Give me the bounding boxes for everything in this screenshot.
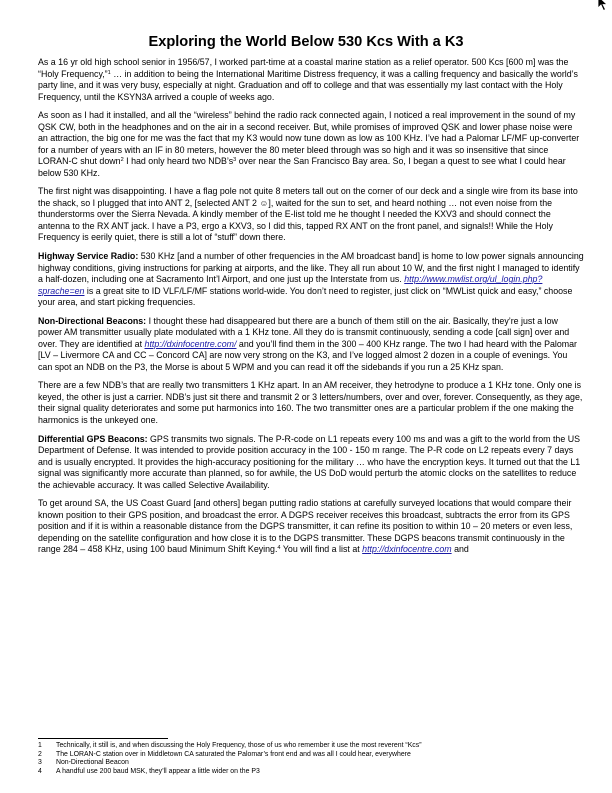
footnote-item: [38, 742, 584, 751]
paragraph-intro: As a 16 yr old high school senior in 1956/57, I worked part-time at a coastal marine station as a relief operator. 500 Kcs [600 m] was the “Holy Frequency,”$^1$ … in addition to being the International Maritime Distress frequency, it was a calling frequency and basically the world’s party line, and it was very busy, especially at night. Graduation and off to college and that was essentially my last contact with the Holy Frequency, until the KSYN3A arrived a couple of weeks ago.: [38, 57, 578, 102]
footnote-item: [38, 759, 584, 768]
footnote-text: The LORAN-C station over in Middletown CA saturated the Palomar’s front end and was all I could hear, everywhere: [56, 750, 411, 758]
footnote-number: 3: [38, 759, 42, 767]
section-heading: Highway Service Radio:: [38, 251, 139, 262]
section-heading: Differential GPS Beacons:: [38, 433, 148, 444]
footnote-text: Technically, it still is, and when discussing the Holy Frequency, those of us who remember it use the most reverent “Kcs”: [56, 742, 422, 749]
footnotes: [38, 742, 584, 777]
mouse-pointer-icon: [596, 0, 610, 12]
footnote-item: [38, 768, 584, 777]
paragraph-dgps: Differential GPS Beacons: GPS transmits two signals. The P-R-code on L1 repeats every 100 ms and was a gift to the world from the US Department of Defense. It was intended to provide position accuracy in the 100 - 150 m range. The P-R code on L2 repeats every 7 days and is usually encrypted. It provides the high-accuracy positioning for the military … who have the encryption keys. It turned out that the L1 signal was significantly more accurate than planned, so for awhile, the US DoD would perturb the atomic clocks on the satellites to reduce the achievable accuracy. It was called Selective Availability.: [38, 433, 581, 490]
footnote-ref[interactable]: 1: [107, 69, 111, 76]
dxinfocentre-link[interactable]: http://dxinfocentre.com/: [144, 338, 237, 349]
section-heading: Non-Directional Beacons:: [38, 315, 147, 326]
footnote-ref[interactable]: 3: [233, 157, 237, 164]
paragraph-highway-service-radio: Highway Service Radio: 530 KHz [and a number of other frequencies in the AM broadcast band] is home to low power signals announcing highway conditions, giving instructions for parking at airports, and the like. They all run about 10 W, and the first night I managed to identify a half-dozen, including one at Sacramento Int’l Airport, and one just up the Interstate from us. http://www.mwlist.org/ul_login.php?sprache=en is a great site to ID VLF/LF/MF stations world-wide. You don’t need to register, just click on “MWList quick and easy,” choose your area, and start picking frequencies.: [38, 251, 584, 308]
document-title: Exploring the World Below 530 Kcs With a K3: [148, 34, 464, 50]
footnote-divider: [38, 738, 168, 739]
paragraph-first-night: The first night was disappointing. I have a flag pole not quite 8 meters tall out on the corner of our deck and a single wire from its base into the shack, so I plugged that into ANT 2, [selected ANT 2 ☺], waited for the sun to set, and heard nothing … not even noise from the thunderstorms over the Sierra Nevada. A kindly member of the E-list told me he thought I needed the KXV3 and should connect the antenna to the RX ANT jack. I have a P3, ergo a KXV3, so I did this, tapped RX ANT on the front panel, and signals!! While the Holy Frequency is eerily quiet, there is still a lot of “stuff” down there.: [38, 186, 578, 243]
footnote-item: [38, 751, 584, 760]
paragraph-installation: As soon as I had it installed, and all the “wireless” behind the radio rack connected again, I noticed a real improvement in the sound of my QSK CW, both in the headphones and on the air in a second receiver. But, while promises of improved QSK and lower phase noise were an attraction, the big one for me was the fact that my K3 would now tune down as low as 100 KHz. I’ve had a Palomar LF/MF up-converter for a number of years with an IF in 80 meters, however the 80 meter bleed through was so high and it was so insensitive that since LORAN-C shut down$^2$ I had only heard two $NDB’s^3$ over near the San Francisco Bay area. So, I began a quest to see what I could hear below 530 KHz.: [38, 110, 580, 178]
footnote-text: Non-Directional Beacon: [56, 759, 129, 767]
footnote-number: 4: [38, 768, 42, 776]
footnote-text: A handful use 200 baud MSK, they’ll appear a little wider on the P3: [56, 768, 260, 776]
dxinfocentre-link[interactable]: http://dxinfocentre.com: [362, 544, 452, 555]
mwlist-link[interactable]: http://www.mwlist.org/ul_login.php?sprache=en: [38, 274, 543, 296]
document-body: [38, 57, 584, 563]
footnote-number: 1: [38, 742, 42, 749]
paragraph-ndb: Non-Directional Beacons: I thought these had disappeared but there are a bunch of them still on the air. Basically, they’re just a low power AM transmitter usually plate modulated with a 1 KHz tone. All they do is transmit continuously, sending a code [call sign] over and over. They are identified at http://dxinfocentre.com/ and you’ll find them in the 300 – 400 KHz range. The two I had heard with the Palomar [LV – Livermore CA and CC – Concord CA] are now very strong on the K3, and I’ve logged almost 2 dozen in a couple of evenings. You can spot an NDB on the P3, the Morse is about 5 WPM and you can read it off the sidebands if you run a 25 KHz span.: [38, 315, 577, 372]
paragraph-dual-transmitter-ndb: There are a few NDB’s that are really two transmitters 1 KHz apart. In an AM receiver, they hetrodyne to produce a 1 KHz tone. Only one is keyed, the other is just a carrier. NDB’s just sit there and transmit 2 or 3 letters/numbers, over and over, forever. Consequently, as they age, their signal quality deteriorates and some put harmonics into 160. The two transmitter ones are a particular problem if the one making the harmonics is the unkeyed one.: [38, 380, 583, 425]
footnote-ref[interactable]: 2: [120, 157, 124, 164]
footnote-number: 2: [38, 750, 42, 758]
paragraph-selective-availability: To get around SA, the US Coast Guard [and others] began putting radio stations at carefully surveyed locations that would compare their known position to their GPS position, and broadcast the error. A DGPS receiver receives this broadcast, subtracts the error from its GPS position and if it is within a reasonable distance from the DGPS transmitter, it can refine its position to within 10 – 20 meters or even less, depending on the satellite configuration and how close it is to the DGPS transmitter. These DGPS beacons transmit continuously in the range 284 – 458 KHz, using 100 baud Minimum Shift Keying.$^4$ You will find a list at http://dxinfocentre.com and: [38, 498, 573, 555]
footnote-ref[interactable]: 4: [277, 545, 281, 552]
